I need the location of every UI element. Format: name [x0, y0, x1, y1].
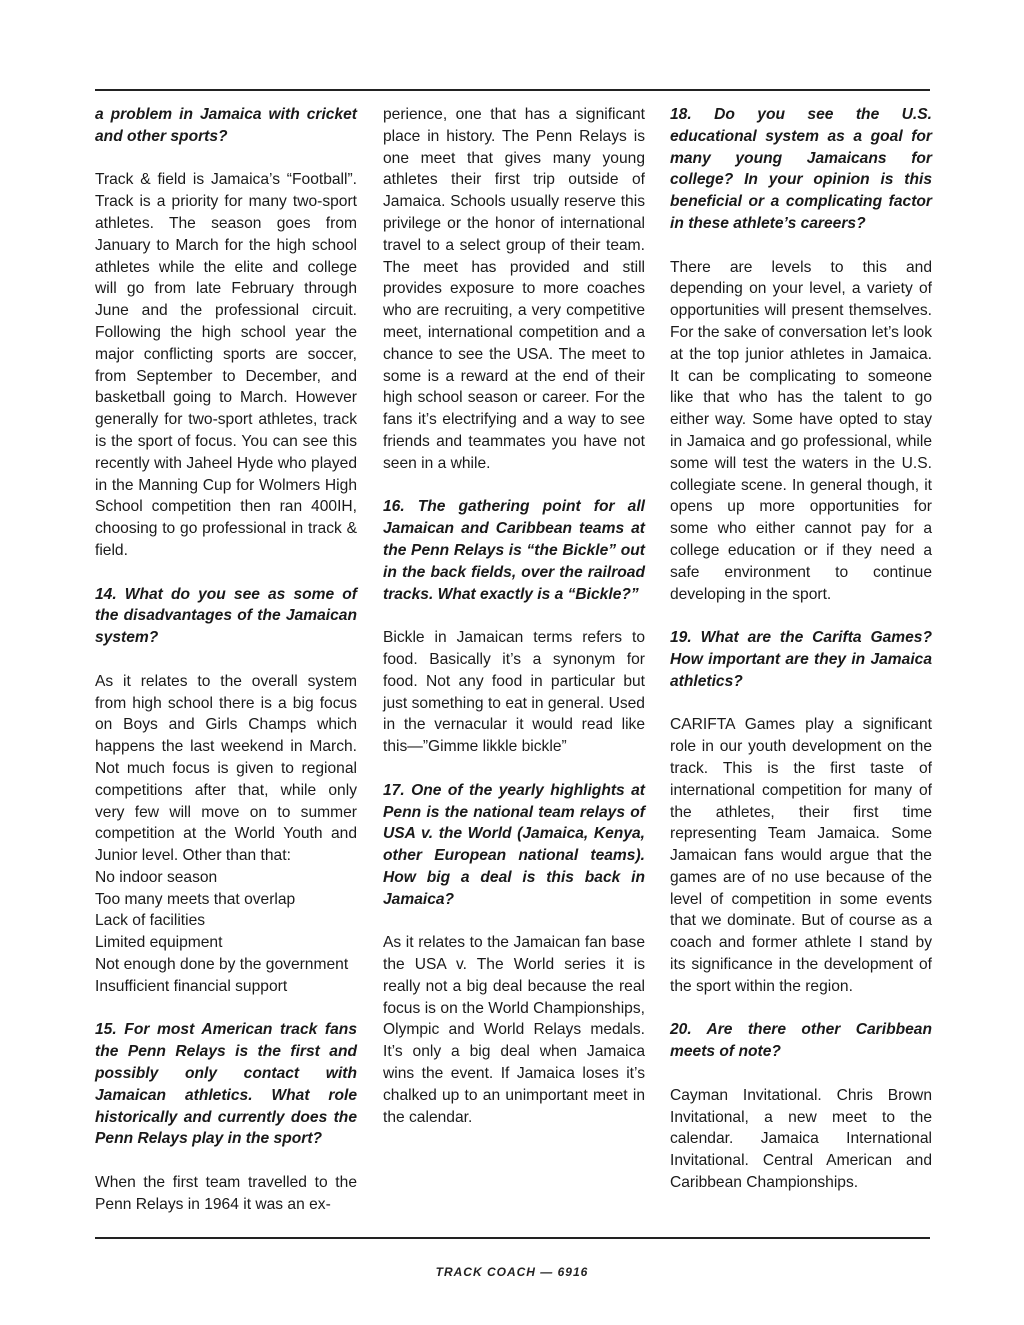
question-heading: 20. Are there other Caribbean meets of note? [670, 1021, 932, 1061]
column-2 [383, 104, 645, 1150]
question-heading: 14. What do you see as some of the disadvantages of the Jamaican system? [95, 585, 357, 647]
column-1 [95, 104, 357, 1237]
question-heading: a problem in Jamaica with cricket and other sports? [95, 106, 357, 145]
list-item: No indoor season [95, 868, 218, 886]
answer-paragraph: As it relates to the overall system from high school there is a big focus on Boys and Girls Champs which happens the last weekend in March. Not much focus is given to regional competitions after that, while only very few will move on to summer competition at the World Youth and Junior level. Other than that: [95, 672, 357, 865]
list-item: Insufficient financial support [95, 977, 288, 995]
answer-paragraph: Bickle in Jamaican terms refers to food. Basically it’s a synonym for food. Not any food in particular but just something to eat in general. Used in the vernacular it would read like this—”Gimme likkle bickle” [383, 629, 645, 756]
list-item: Too many meets that overlap [95, 890, 296, 908]
question-heading: 19. What are the Carifta Games? How important are they in Jamaica athletics? [670, 629, 932, 690]
question-heading: 16. The gathering point for all Jamaican and Caribbean teams at the Penn Relays is “the Bickle” out in the back fields, over the railroad tracks. What exactly is a “Bickle?” [383, 498, 645, 603]
list-item: Lack of facilities [95, 912, 206, 930]
answer-paragraph: perience, one that has a significant place in history. The Penn Relays is one meet that gives many young athletes their first trip outside of Jamaica. Schools usually reserve this privilege or the honor of international travel to a select group of their team. The meet has provided and still provides exposure to more coaches who are recruiting, a very competitive meet, international competition and a chance to see the USA. The meet to some is a reward at the end of their high school season or career. For the fans it’s electrifying and a way to see friends and teammates you have not seen in a while. [383, 106, 645, 472]
page-footer: TRACK COACH — 6916 [435, 1265, 589, 1279]
answer-paragraph: When the first team travelled to the Penn Relays in 1964 it was an ex- [95, 1174, 357, 1213]
column-3 [670, 104, 932, 1216]
bottom-rule [95, 1237, 930, 1239]
top-rule [95, 89, 930, 91]
answer-paragraph: CARIFTA Games play a significant role in our youth development on the track. This is the first taste of international competition for many of the athletes, their first time representing Team Jamaica. Some Jamaican fans would argue that the games are of no use because of the level of competition in some events that we dominate. But of course as a coach and former athlete I stand by its significance in the development of the sport within the region. [670, 716, 932, 995]
answer-paragraph: Cayman Invitational. Chris Brown Invitational, a new meet to the calendar. Jamaica International Invitational. Central American and Caribbean Championships. [670, 1086, 932, 1192]
answer-paragraph: As it relates to the Jamaican fan base the USA v. The World series it is really not a big deal because the real focus is on the World Championships, Olympic and World Relays medals. It’s only a big deal when Jamaica wins the event. If Jamaica loses it’s chalked up to an unimportant meet in the calendar. [383, 934, 645, 1126]
question-heading: 17. One of the yearly highlights at Penn is the national team relays of USA v. the World (Jamaica, Kenya, other European national teams). How big a deal is this back in Jamaica? [383, 781, 645, 908]
question-heading: 18. Do you see the U.S. educational system as a goal for many young Jamaicans for college? In your opinion is this beneficial or a complicating factor in these athlete’s careers? [670, 106, 932, 232]
list-item: Limited equipment [95, 934, 223, 952]
question-heading: 15. For most American track fans the Penn Relays is the first and possibly only contact with Jamaican athletics. What role historically and currently does the Penn Relays play in the sport? [95, 1021, 357, 1148]
answer-paragraph: There are levels to this and depending on your level, a variety of opportunities will present themselves. For the sake of conversation let’s look at the top junior athletes in Jamaica. It can be complicating to someone like that who has the talent to go either way. Some have opted to stay in Jamaica and go professional, while some will test the waters in the U.S. collegiate scene. In general though, it opens up more opportunities for some who either cannot pay for a college education or if they need a safe environment to continue developing in the sport. [670, 258, 932, 603]
list-item: Not enough done by the government [95, 956, 349, 974]
answer-paragraph: Track & field is Jamaica’s “Football”. Track is a priority for many two-sport athletes. The season goes from January to March for the high school athletes while the elite and college will go from late February through June and the professional circuit. Following the high school year the major conflicting sports are soccer, from September to December, and basketball going to March. However generally for two-sport athletes, track is the sport of focus. You can see this recently with Jaheel Hyde who played in the Manning Cup for Wolmers High School competition then ran 400IH, choosing to go professional in track & field. [95, 171, 357, 559]
